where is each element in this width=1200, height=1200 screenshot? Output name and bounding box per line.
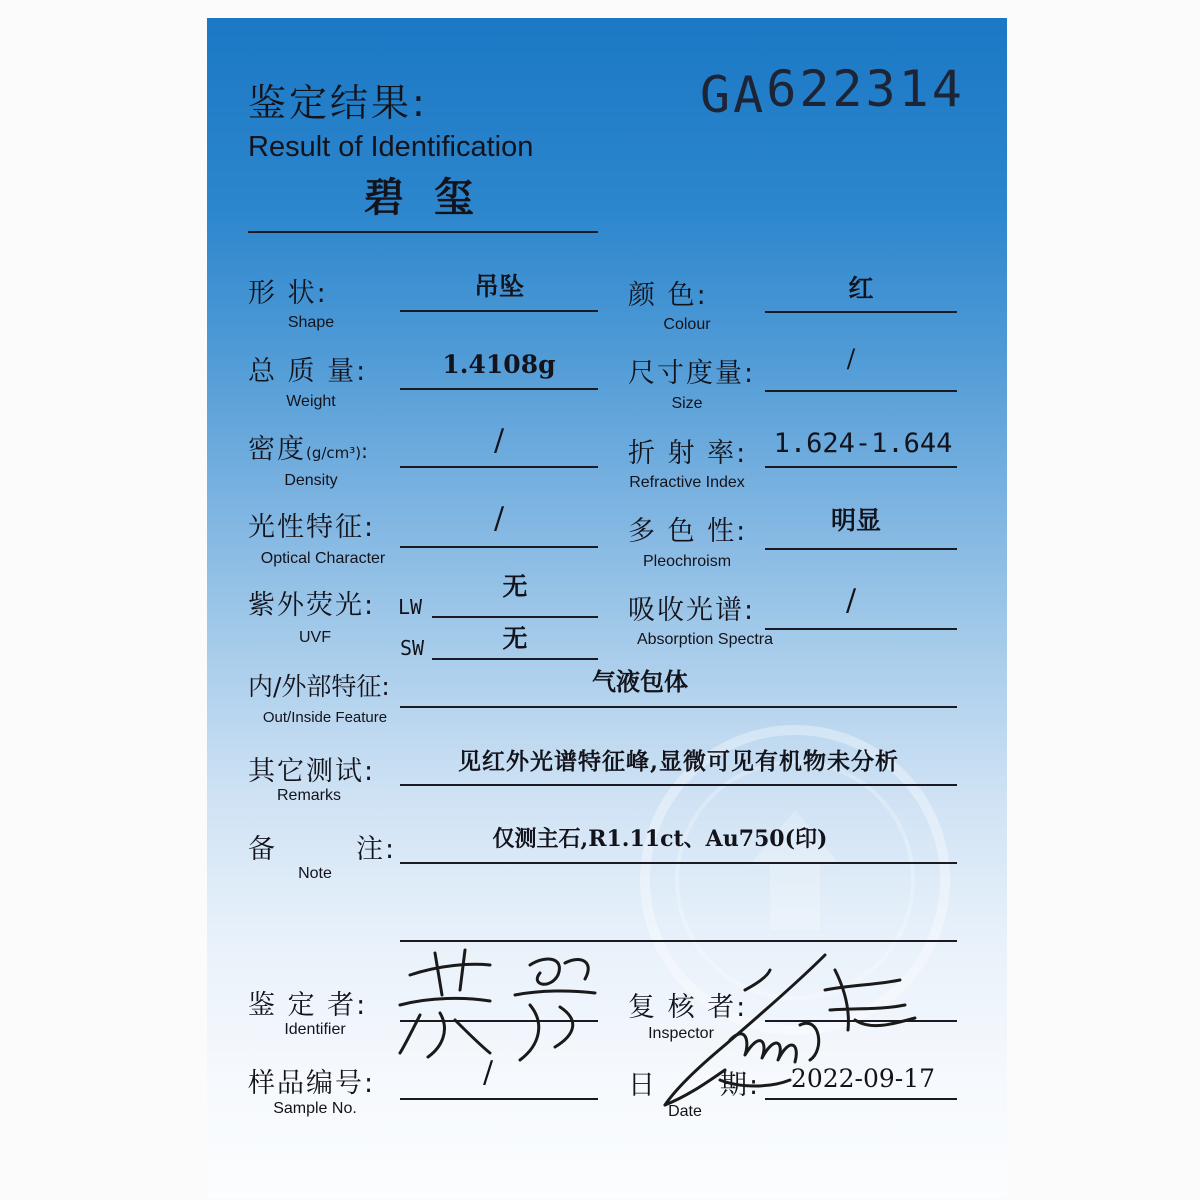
shape-label-en: Shape [287,314,335,331]
remarks-label-en: Remarks [276,787,341,804]
absorption-spectra-label: 吸收光谱: [628,595,756,626]
uvf-lw-value: 无 [502,572,528,601]
pleochroism-rule [765,548,957,550]
serial-prefix: GA [700,66,767,124]
note-value: 仅测主石,R1.11ct、Au750(印) [492,826,828,852]
serial-digits: 622314 [766,60,965,118]
pleochroism-label-en: Pleochroism [642,553,732,570]
refractive-index-label: 折 射 率: [628,438,748,469]
density-label-zh: 密度 [248,434,306,465]
remarks-value: 见红外光谱特征峰,显微可见有机物未分析 [457,748,899,775]
size-label-en: Size [671,395,703,412]
weight-value: 1.4108g [442,350,556,379]
note-rule [400,862,957,864]
feature-label: 内/外部特征: [248,672,390,701]
colour-value: 红 [848,274,874,303]
date-value: 2022-09-17 [790,1064,936,1093]
note-label-en: Note [298,865,332,882]
date-label-b: 期: [720,1070,761,1101]
shape-label: 形 状: [248,278,328,309]
result-rule [248,231,598,233]
shape-value: 吊坠 [473,272,524,301]
inspector-label: 复 核 者: [628,992,748,1023]
shape-rule [400,310,598,312]
note-label-a: 备 [248,834,277,865]
identification-result: 碧 玺 [364,175,482,221]
uvf-sw-value: 无 [502,624,528,653]
date-label-a: 日 [628,1070,657,1101]
sample-no-value: / [482,1055,494,1090]
identifier-label-en: Identifier [284,1021,346,1038]
serial-number [700,60,965,124]
colour-label: 颜 色: [628,280,708,311]
identifier-label: 鉴 定 者: [248,990,368,1021]
absorption-spectra-value: / [845,583,857,618]
uvf-label-en: UVF [299,629,331,646]
feature-label-en: Out/Inside Feature [262,709,388,726]
inspector-label-en: Inspector [648,1025,714,1042]
refractive-index-rule [765,466,957,468]
pleochroism-value: 明显 [830,506,881,535]
colour-label-en: Colour [663,316,711,333]
pleochroism-label: 多 色 性: [628,516,748,547]
absorption-spectra-rule [765,628,957,630]
uvf-sw-rule [432,658,598,660]
optical-character-rule [400,546,598,548]
uvf-lw-label: LW [398,595,423,619]
uvf-lw-rule [432,616,598,618]
size-value: / [846,344,856,373]
density-rule [400,466,598,468]
size-label: 尺寸度量: [628,358,756,389]
identifier-signature [380,935,620,1075]
colour-rule [765,311,957,313]
title-zh: 鉴定结果: [248,81,428,125]
title-en: Result of Identification [248,131,534,163]
remarks-label: 其它测试: [248,756,376,787]
feature-value: 气液包体 [592,667,688,696]
sample-no-label-en: Sample No. [273,1100,357,1117]
inspector-signature [650,930,950,1120]
uvf-sw-label: SW [400,636,425,660]
density-unit: (g/cm³) [306,444,362,462]
weight-label: 总 质 量: [248,356,368,387]
uvf-label: 紫外荧光: [248,590,376,621]
weight-rule [400,388,598,390]
size-rule [765,390,957,392]
density-colon: : [361,439,370,463]
sample-no-rule [400,1098,598,1100]
sample-no-label: 样品编号: [248,1068,376,1099]
optical-character-label-en: Optical Character [260,550,386,567]
density-label [248,436,370,463]
absorption-spectra-label-en: Absorption Spectra [636,631,774,648]
optical-character-label: 光性特征: [248,512,376,543]
date-label-en: Date [668,1103,702,1120]
feature-rule [400,706,957,708]
density-label-en: Density [284,472,338,489]
optical-character-value: / [493,501,505,536]
weight-label-en: Weight [286,393,336,410]
refractive-index-value: 1.624-1.644 [773,428,953,459]
density-value: / [493,423,505,458]
refractive-index-label-en: Refractive Index [629,474,745,491]
remarks-rule [400,784,957,786]
note-label-b: 注: [356,834,397,865]
